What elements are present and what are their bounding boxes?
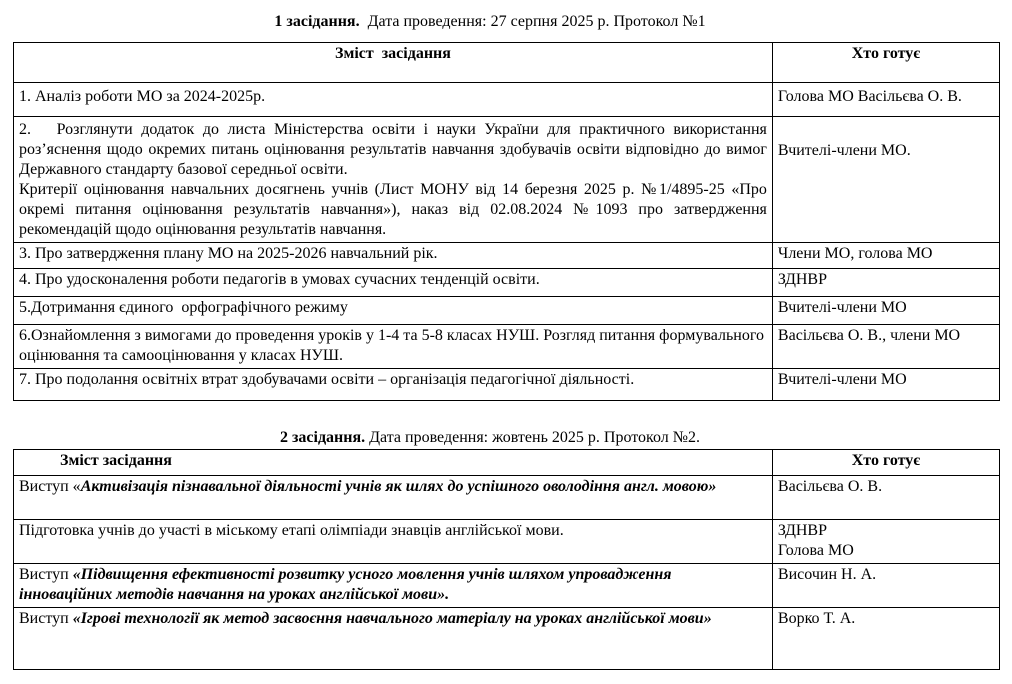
row-who: Члени МО, голова МО: [772, 243, 999, 269]
row-content: 5.Дотримання єдиного орфографічного режиму: [14, 297, 773, 325]
row-topic: Активізація пізнавальної діяльності учнів як шлях до успішного оволодіння англ. мовою»: [80, 478, 717, 495]
row-who-line-1: ЗДНВР: [777, 522, 827, 539]
row-who: ЗДНВР: [772, 269, 999, 297]
row-content: [14, 476, 773, 520]
row-topic: «Ігрові технології як метод засвоєння навчального матеріалу на уроках англійської мови»: [72, 610, 712, 627]
header-content: Зміст засідання: [14, 43, 773, 83]
header-content: Зміст засідання: [14, 450, 773, 476]
table-row: [14, 269, 1000, 297]
row-who: Ворко Т. А.: [772, 608, 999, 670]
row-who: Вчителі-члени МО.: [772, 117, 999, 243]
row-who: Вчителі-члени МО: [772, 369, 999, 401]
row-content: 6.Ознайомлення з вимогами до проведення уроків у 1-4 та 5-8 класах НУШ. Розгляд питання формувального оцінювання та самооцінювання у класах НУШ.: [14, 325, 773, 369]
row-who-line-2: Голова МО: [777, 542, 854, 559]
row-content: [14, 608, 773, 670]
table-row: [14, 608, 1000, 670]
row-content: 7. Про подолання освітніх втрат здобувачами освіти – організація педагогічної діяльності.: [14, 369, 773, 401]
row-who: Васільєва О. В., члени МО: [772, 325, 999, 369]
section-1-table: [13, 42, 1000, 401]
row-who: Вчителі-члени МО: [772, 297, 999, 325]
row-prefix: Виступ: [19, 610, 73, 627]
table-row: [14, 325, 1000, 369]
row-content: 3. Про затвердження плану МО на 2025-2026 навчальний рік.: [14, 243, 773, 269]
table-row: [14, 297, 1000, 325]
row-prefix: Виступ «: [19, 478, 81, 495]
table-row: [14, 520, 1000, 564]
row-content-part-2: Критерії оцінювання навчальних досягнень учнів (Лист МОНУ від 14 березня 2025 р. №1/4895-25 «Про окремі питання оцінювання результатів навчання»), наказ від 02.08.2024 №1093 про затвердження рекомендацій щодо оцінювання результатів навчання.: [19, 181, 767, 238]
section-1-title: [0, 12, 980, 32]
row-who: Голова МО Васільєва О. В.: [772, 83, 999, 117]
row-content: 4. Про удосконалення роботи педагогів в умовах сучасних тенденцій освіти.: [14, 269, 773, 297]
row-who: Васільєва О. В.: [772, 476, 999, 520]
row-content-part-1: 2. Розглянути додаток до листа Міністерства освіти і науки України для практичного використання роз’яснення щодо окремих питань оцінювання результатів навчання здобувачів освіти відповідно до вимог Державного стандарту базової середньої освіти.: [19, 121, 771, 178]
table-row: [14, 243, 1000, 269]
table-header-row: [14, 43, 1000, 83]
row-content: [14, 564, 773, 608]
row-who: Височин Н. А.: [772, 564, 999, 608]
section-1-title-rest: Дата проведення: 27 серпня 2025 р. Протокол №1: [359, 13, 706, 30]
table-row: [14, 369, 1000, 401]
row-content: 1. Аналіз роботи МО за 2024-2025р.: [14, 83, 773, 117]
section-2-title-rest: Дата проведення: жовтень 2025 р. Протокол №2.: [365, 429, 701, 446]
table-row: [14, 83, 1000, 117]
section-1-title-bold: 1 засідання.: [274, 13, 360, 30]
section-2-title-bold: 2 засідання.: [279, 429, 366, 446]
section-2-table: [13, 449, 1000, 670]
row-who: [772, 520, 999, 564]
row-content: [14, 117, 773, 243]
table-row: [14, 476, 1000, 520]
header-who: Хто готує: [772, 450, 999, 476]
row-content: Підготовка учнів до участі в міському етапі олімпіади знавців англійської мови.: [14, 520, 773, 564]
header-who: Хто готує: [772, 43, 999, 83]
table-row: [14, 564, 1000, 608]
table-header-row: [14, 450, 1000, 476]
row-topic: «Підвищення ефективності розвитку усного мовлення учнів шляхом упровадження інноваційних методів навчання на уроках англійської мови».: [19, 566, 672, 603]
section-2-title: [0, 428, 980, 448]
row-prefix: Виступ: [19, 566, 73, 583]
table-row: [14, 117, 1000, 243]
